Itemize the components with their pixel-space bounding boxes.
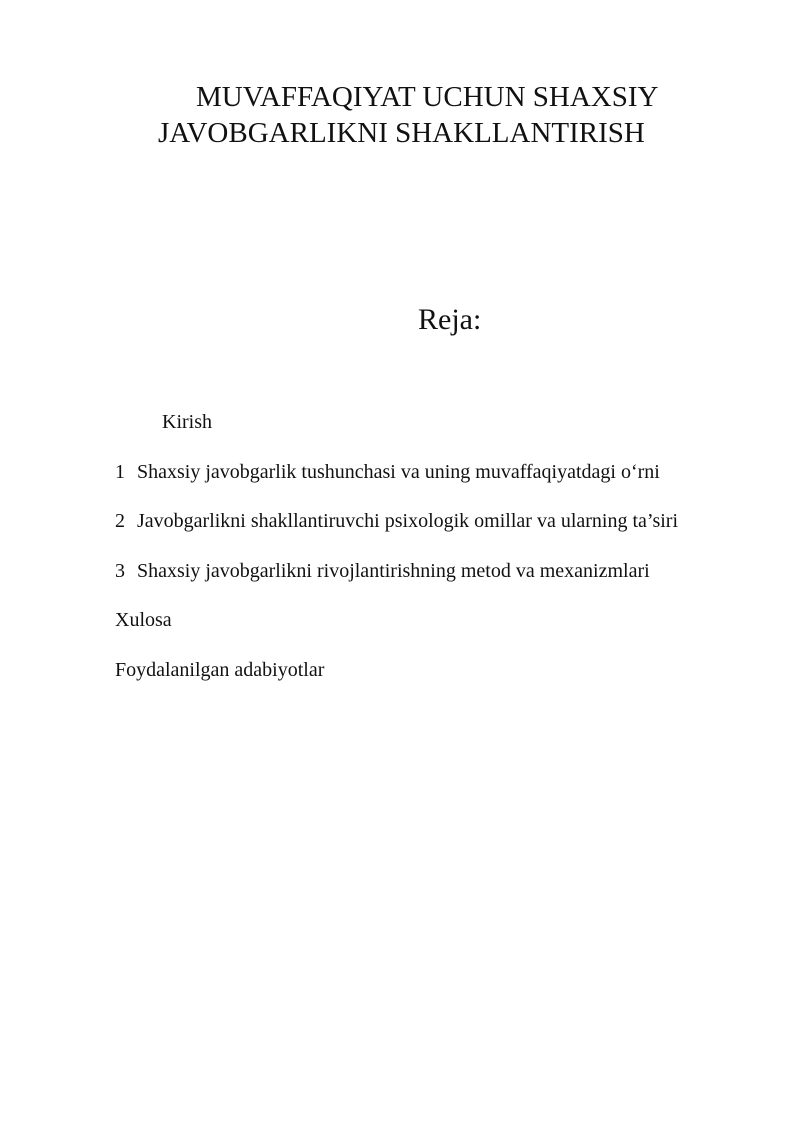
- toc-item-number: 2: [115, 510, 125, 532]
- toc-item-number: 1: [115, 461, 125, 483]
- document-title-line-2: JAVOBGARLIKNI SHAKLLANTIRISH: [158, 117, 645, 149]
- toc-item: [115, 559, 650, 583]
- plan-heading: Reja:: [418, 303, 482, 336]
- toc-item-number: 3: [115, 560, 125, 582]
- toc-item: [115, 509, 678, 533]
- toc-conclusion: Xulosa: [115, 609, 172, 631]
- toc-references: Foydalanilgan adabiyotlar: [115, 659, 325, 681]
- toc-item-text: Javobgarlikni shakllantiruvchi psixologik omillar va ularning ta’siri: [137, 510, 679, 532]
- toc-item-text: Shaxsiy javobgarlik tushunchasi va uning muvaffaqiyatdagi o‘rni: [137, 461, 660, 483]
- document-title-line-1: MUVAFFAQIYAT UCHUN SHAXSIY: [196, 81, 659, 113]
- toc-item-text: Shaxsiy javobgarlikni rivojlantirishning metod va mexanizmlari: [137, 560, 650, 582]
- toc-intro: Kirish: [162, 411, 212, 433]
- toc-item: [115, 460, 660, 484]
